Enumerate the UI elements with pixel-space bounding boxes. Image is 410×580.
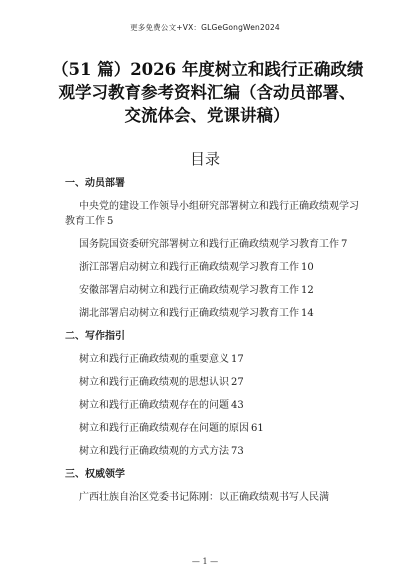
document-title bbox=[52, 58, 362, 127]
toc-entry-page: 17 bbox=[231, 354, 244, 365]
title-line-1: （51 篇）2026 年度树立和践行正确政绩 bbox=[52, 60, 364, 79]
toc-entry-text: 浙江部署启动树立和践行正确政绩观学习教育工作 bbox=[79, 262, 299, 273]
toc-entry-page: 73 bbox=[231, 446, 244, 457]
toc-entry-page: 14 bbox=[301, 308, 314, 319]
toc-entry-text: 树立和践行正确政绩观的思想认识 bbox=[79, 377, 229, 388]
page-number-footer: — 1 — bbox=[191, 557, 219, 566]
toc-entry-text: 树立和践行正确政绩观存在问题的原因 bbox=[79, 423, 249, 434]
toc-entry-page: 61 bbox=[251, 423, 264, 434]
toc-entry-page: 10 bbox=[301, 262, 314, 273]
toc-entry[interactable] bbox=[65, 490, 365, 505]
toc-entry[interactable] bbox=[65, 306, 365, 321]
toc-entry-text: 中央党的建设工作领导小组研究部署树立和践行正确政绩观学习教育工作 bbox=[65, 201, 359, 227]
toc-entry-page: 43 bbox=[231, 400, 244, 411]
header-note: 更多免费公文+VX：GLGeGongWen2024 bbox=[130, 23, 280, 32]
toc-heading: 目录 bbox=[189, 150, 220, 168]
toc-entry[interactable] bbox=[65, 421, 365, 436]
toc-entry-text: 树立和践行正确政绩观的方式方法 bbox=[79, 446, 229, 457]
toc-entry-page: 27 bbox=[231, 377, 244, 388]
toc-entry-page: 12 bbox=[301, 285, 314, 296]
toc-section-title: 三、权威领学 bbox=[65, 469, 125, 480]
toc-entry-text: 湖北部署启动树立和践行正确政绩观学习教育工作 bbox=[79, 308, 299, 319]
toc-entry[interactable] bbox=[65, 260, 365, 275]
toc-entry[interactable] bbox=[65, 283, 365, 298]
toc-entry[interactable] bbox=[65, 444, 365, 459]
toc-entry[interactable] bbox=[65, 375, 365, 390]
toc-entry-text: 国务院国资委研究部署树立和践行正确政绩观学习教育工作 bbox=[79, 239, 339, 250]
toc-entry[interactable] bbox=[65, 352, 365, 367]
toc-entry-page: 5 bbox=[107, 216, 114, 227]
toc-entry[interactable] bbox=[65, 237, 365, 252]
toc-entry-text: 树立和践行正确政绩观的重要意义 bbox=[79, 354, 229, 365]
toc-entry-text: 广西壮族自治区党委书记陈刚：以正确政绩观书写人民满 bbox=[79, 492, 329, 503]
title-line-2: 观学习教育参考资料汇编（含动员部署、 bbox=[58, 83, 356, 102]
toc-entry-text: 安徽部署启动树立和践行正确政绩观学习教育工作 bbox=[79, 285, 299, 296]
toc-entry[interactable] bbox=[65, 398, 365, 413]
title-line-3: 交流体会、党课讲稿） bbox=[124, 106, 290, 125]
toc-entry-text: 树立和践行正确政绩观存在的问题 bbox=[79, 400, 229, 411]
toc-entry-page: 7 bbox=[341, 239, 348, 250]
toc-entry[interactable] bbox=[65, 199, 365, 229]
toc-section-title: 一、动员部署 bbox=[65, 178, 125, 189]
table-of-contents bbox=[65, 176, 365, 513]
toc-section-title: 二、写作指引 bbox=[65, 331, 125, 342]
